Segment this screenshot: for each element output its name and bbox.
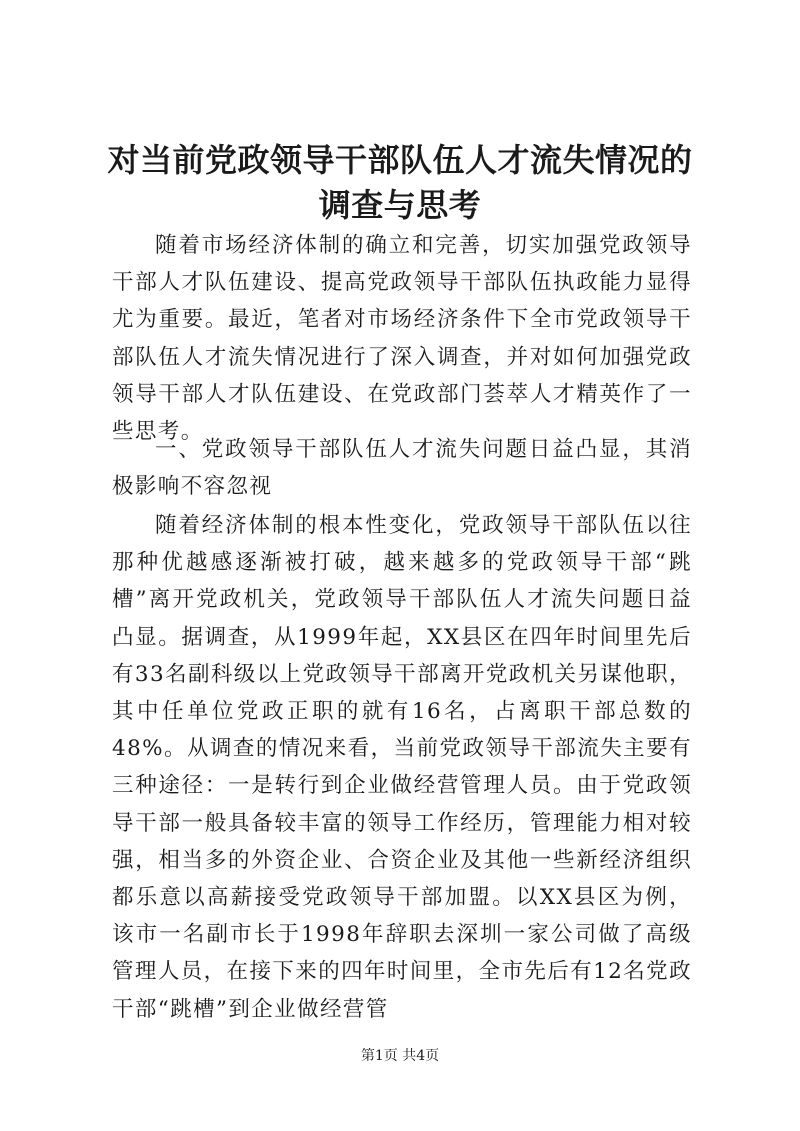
paragraph-intro: 随着市场经济体制的确立和完善，切实加强党政领导干部人才队伍建设、提高党政领导干部队伍执政能力显得尤为重要。最近，笔者对市场经济条件下全市党政领导干部队伍人才流失情况进行了深入调查，并对如何加强党政领导干部人才队伍建设、在党政部门荟萃人才精英作了一些思考。 [112, 233, 692, 445]
document-title: 对当前党政领导干部队伍人才流失情况的调查与思考 [107, 141, 693, 224]
page-footer: 第1页 共4页 [360, 1048, 440, 1064]
section-heading-1: 一、党政领导干部队伍人才流失问题日益凸显，其消极影响不容忽视 [112, 437, 692, 500]
paragraph-body: 随着经济体制的根本性变化，党政领导干部队伍以往那种优越感逐渐被打破，越来越多的党政领导干部“跳槽”离开党政机关，党政领导干部队伍人才流失问题日益凸显。据调查，从1999年起，XX县区在四年时间里先后有33名副科级以上党政领导干部离开党政机关另谋他职，其中任单位党政正职的就有16名，占离职干部总数的48%。从调查的情况来看，当前党政领导干部流失主要有三种途径：一是转行到企业做经营管理人员。由于党政领导干部一般具备较丰富的领导工作经历，管理能力相对较强，相当多的外资企业、合资企业及其他一些新经济组织都乐意以高薪接受党政领导干部加盟。以XX县区为例，该市一名副市长于1998年辞职去深圳一家公司做了高级管理人员，在接下来的四年时间里，全市先后有12名党政干部“跳槽”到企业做经营管 [112, 513, 692, 1022]
